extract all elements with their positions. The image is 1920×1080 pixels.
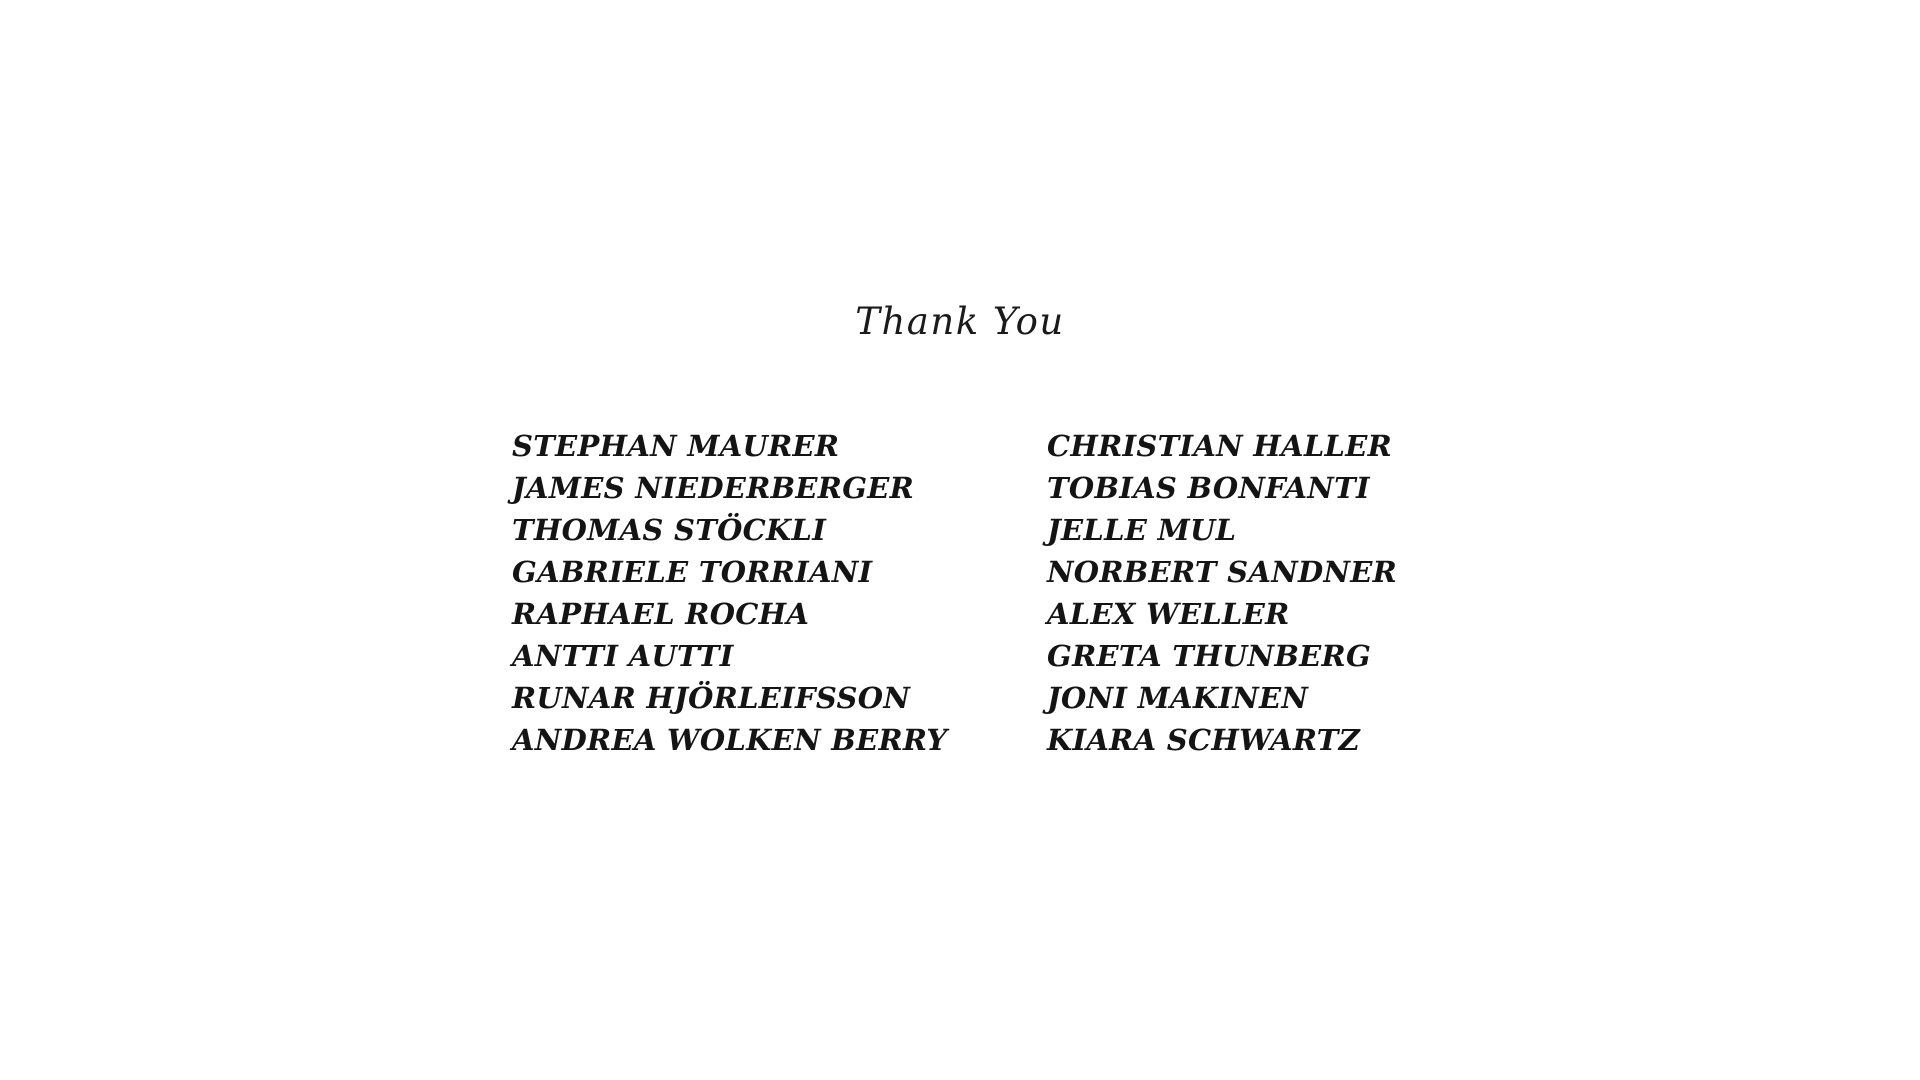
list-item: STEPHAN MAURER bbox=[512, 429, 840, 463]
list-item: ANDREA WOLKEN BERRY bbox=[512, 723, 948, 757]
list-item: JONI MAKINEN bbox=[1047, 681, 1309, 715]
list-item: NORBERT SANDNER bbox=[1047, 555, 1398, 589]
list-item: CHRISTIAN HALLER bbox=[1047, 429, 1393, 463]
credits-column-left bbox=[512, 425, 1047, 761]
list-item: KIARA SCHWARTZ bbox=[1047, 723, 1361, 757]
list-item: ALEX WELLER bbox=[1047, 597, 1290, 631]
list-item: JAMES NIEDERBERGER bbox=[512, 471, 915, 505]
list-item: RUNAR HJÖRLEIFSSON bbox=[512, 681, 911, 715]
list-item: TOBIAS BONFANTI bbox=[1047, 471, 1370, 505]
list-item: ANTTI AUTTI bbox=[512, 639, 734, 673]
page-title: Thank You bbox=[855, 300, 1065, 343]
credits-column-right bbox=[1047, 425, 1432, 761]
list-item: JELLE MUL bbox=[1047, 513, 1237, 547]
list-item: THOMAS STÖCKLI bbox=[512, 513, 827, 547]
list-item: GRETA THUNBERG bbox=[1047, 639, 1372, 673]
credits-list bbox=[512, 425, 1432, 761]
list-item: RAPHAEL ROCHA bbox=[512, 597, 810, 631]
list-item: GABRIELE TORRIANI bbox=[512, 555, 873, 589]
